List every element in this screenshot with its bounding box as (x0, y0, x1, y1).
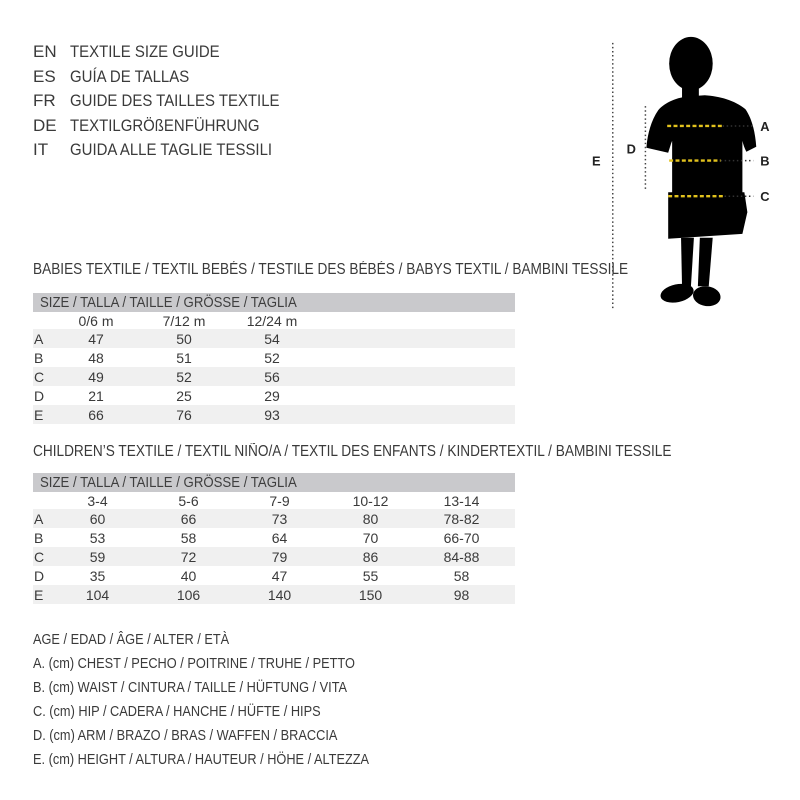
column-header: 13-14 (443, 492, 480, 509)
table-row (33, 405, 515, 424)
babies-heading-text: BABIES TEXTILE / TEXTIL BEBÉS / TESTILE DES BÉBÉS / BABYS TEXTIL / BAMBINI TESSILE (33, 261, 629, 278)
cell: 104 (85, 586, 110, 603)
column-header: 7-9 (269, 492, 290, 509)
legend-item-text: E. (cm) HEIGHT / ALTURA / HAUTEUR / HÖHE / ALTEZZA (33, 752, 370, 768)
cell: 66 (88, 406, 104, 423)
legend-item (33, 748, 415, 772)
list-item (33, 114, 308, 139)
figure-label-c: C (760, 189, 770, 205)
cell: 52 (176, 368, 192, 385)
cell: 48 (88, 349, 104, 366)
children-heading-text: CHILDREN’S TEXTILE / TEXTIL NIÑO/A / TEXTIL DES ENFANTS / KINDERTEXTIL / BAMBINI TESSILE (33, 443, 672, 460)
cell: 78-82 (443, 510, 480, 527)
legend-age-text: AGE / EDAD / ÂGE / ALTER / ETÀ (33, 632, 230, 648)
measurement-legend (33, 628, 415, 772)
column-header: 12/24 m (246, 312, 298, 329)
column-header: 7/12 m (162, 312, 206, 329)
legend-item-text: B. (cm) WAIST / CINTURA / TAILLE / HÜFTUNG / VITA (33, 680, 348, 696)
table-row (33, 528, 515, 547)
cell: 55 (362, 567, 379, 584)
guide-title: TEXTILE SIZE GUIDE (70, 42, 220, 62)
size-header-bar (33, 473, 515, 492)
cell: 73 (271, 510, 288, 527)
cell: 66-70 (443, 529, 480, 546)
language-code: FR (33, 91, 56, 111)
cell: 29 (264, 387, 280, 404)
cell: 93 (264, 406, 280, 423)
babies-section-heading (33, 261, 709, 279)
cell: 54 (264, 330, 280, 347)
list-item (33, 65, 308, 90)
row-label: E (34, 586, 44, 603)
cell: 40 (180, 567, 197, 584)
cell: 72 (180, 548, 197, 565)
table-row (33, 367, 515, 386)
language-code: DE (33, 115, 57, 135)
list-item (33, 89, 308, 114)
guide-title: GUÍA DE TALLAS (70, 66, 190, 86)
legend-item-text: A. (cm) CHEST / PECHO / POITRINE / TRUHE / PETTO (33, 656, 355, 672)
cell: 150 (358, 586, 383, 603)
cell: 59 (89, 548, 106, 565)
language-title-list (33, 40, 308, 163)
language-code: ES (33, 66, 56, 86)
row-label: A (34, 510, 44, 527)
legend-item (33, 724, 415, 748)
cell: 140 (267, 586, 292, 603)
legend-item (33, 652, 415, 676)
cell: 64 (271, 529, 288, 546)
legend-item-text: D. (cm) ARM / BRAZO / BRAS / WAFFEN / BRACCIA (33, 728, 338, 744)
cell: 51 (176, 349, 192, 366)
children-section-heading (33, 443, 759, 461)
guide-title: GUIDA ALLE TAGLIE TESSILI (70, 140, 273, 160)
cell: 60 (89, 510, 106, 527)
row-label: C (34, 368, 45, 385)
column-header: 0/6 m (78, 312, 114, 329)
table-row (33, 547, 515, 566)
column-header: 10-12 (352, 492, 389, 509)
row-label: A (34, 330, 44, 347)
list-item (33, 138, 308, 163)
table-row (33, 386, 515, 405)
cell: 25 (176, 387, 192, 404)
legend-item (33, 676, 415, 700)
cell: 56 (264, 368, 280, 385)
row-label: D (34, 387, 45, 404)
row-label: E (34, 406, 44, 423)
column-header: 5-6 (178, 492, 199, 509)
size-header-text: SIZE / TALLA / TAILLE / GRÖSSE / TAGLIA (40, 474, 297, 491)
guide-title: GUIDE DES TAILLES TEXTILE (70, 91, 280, 111)
cell: 58 (453, 567, 470, 584)
cell: 50 (176, 330, 192, 347)
row-label: D (34, 567, 45, 584)
column-header-row (33, 492, 515, 509)
row-label: B (34, 529, 44, 546)
babies-size-table (33, 293, 515, 424)
cell: 58 (180, 529, 197, 546)
legend-age-row (33, 628, 415, 652)
cell: 66 (180, 510, 197, 527)
list-item (33, 40, 308, 65)
cell: 47 (271, 567, 288, 584)
figure-label-d: D (626, 141, 636, 157)
cell: 106 (176, 586, 201, 603)
size-header-text: SIZE / TALLA / TAILLE / GRÖSSE / TAGLIA (40, 294, 297, 311)
cell: 80 (362, 510, 379, 527)
cell: 52 (264, 349, 280, 366)
row-label: C (34, 548, 45, 565)
cell: 47 (88, 330, 104, 347)
cell: 98 (453, 586, 470, 603)
cell: 84-88 (443, 548, 480, 565)
cell: 76 (176, 406, 192, 423)
column-header: 3-4 (87, 492, 108, 509)
figure-label-b: B (760, 153, 770, 169)
children-size-table (33, 473, 515, 604)
size-header-bar (33, 293, 515, 312)
legend-item-text: C. (cm) HIP / CADERA / HANCHE / HÜFTE / HIPS (33, 704, 321, 720)
table-row (33, 329, 515, 348)
language-code: EN (33, 42, 57, 62)
guide-title: TEXTILGRÖßENFÜHRUNG (70, 115, 260, 135)
figure-label-e: E (591, 153, 601, 169)
column-header-row (33, 312, 515, 329)
row-label: B (34, 349, 44, 366)
table-row (33, 585, 515, 604)
cell: 49 (88, 368, 104, 385)
legend-item (33, 700, 415, 724)
cell: 86 (362, 548, 379, 565)
cell: 70 (362, 529, 379, 546)
table-row (33, 509, 515, 528)
table-row (33, 348, 515, 367)
figure-label-a: A (760, 118, 770, 134)
table-row (33, 566, 515, 585)
cell: 79 (271, 548, 288, 565)
cell: 21 (88, 387, 104, 404)
cell: 53 (89, 529, 106, 546)
cell: 35 (89, 567, 106, 584)
language-code: IT (33, 140, 49, 160)
